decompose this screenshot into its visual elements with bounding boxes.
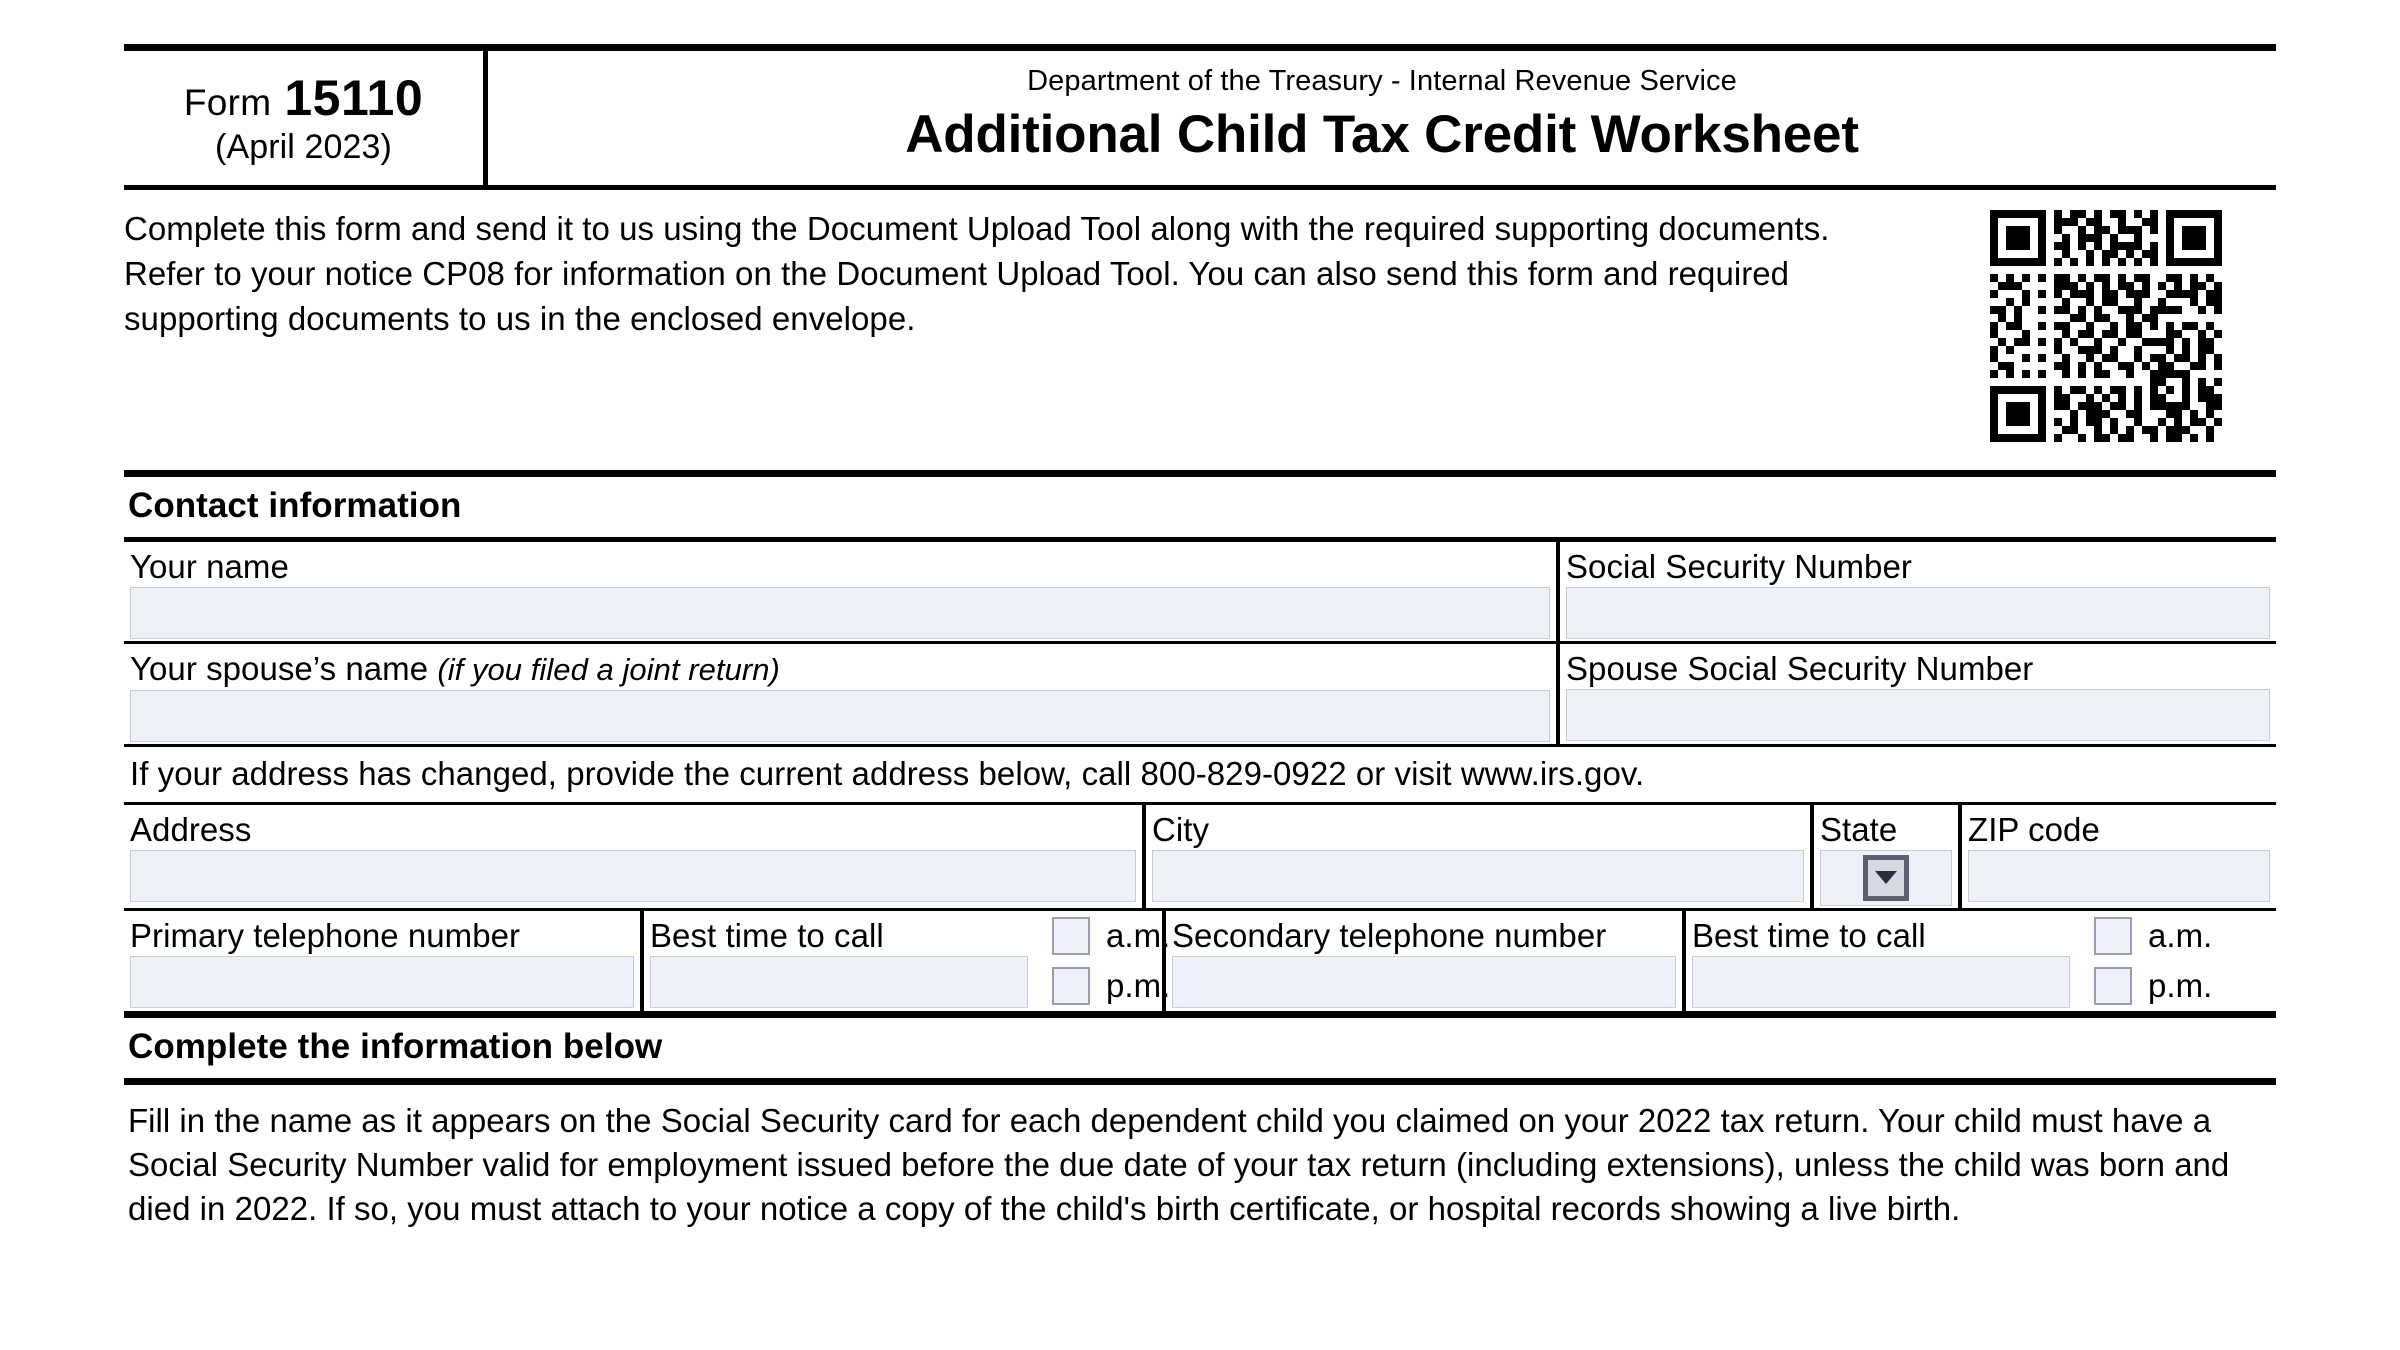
secondary-ampm-group [2076, 911, 2276, 1011]
page-title: Additional Child Tax Credit Worksheet [905, 105, 1859, 164]
primary-am-row [1052, 917, 1171, 955]
telephone-row-rule [124, 1011, 2276, 1018]
form-title-block [488, 51, 2276, 185]
secondary-am-row [2094, 917, 2276, 955]
secondary-best-time-cell [1686, 911, 2076, 1011]
state-select[interactable] [1820, 850, 1952, 906]
complete-section-body: Fill in the name as it appears on the Social Security card for each dependent child you claimed on your 2022 tax return. Your child must have a Social Security Number valid for employment issued before the due date of your tax return (including extensions), unless the child was born and died in 2022. If so, you must attach to your notice a copy of the child's birth certificate, or hospital records showing a live birth. [128, 1102, 2230, 1227]
primary-phone-input[interactable] [130, 956, 634, 1008]
secondary-pm-row [2094, 967, 2276, 1005]
secondary-phone-label: Secondary telephone number [1172, 917, 1607, 954]
contact-section-heading: Contact information [128, 486, 462, 525]
spouse-ssn-cell [1560, 644, 2276, 744]
address-change-notice: If your address has changed, provide the current address below, call 800-829-0922 or visit www.irs.gov. [130, 755, 1645, 792]
telephone-row [124, 911, 2276, 1011]
secondary-pm-checkbox[interactable] [2094, 967, 2132, 1005]
top-rule [124, 44, 2276, 51]
primary-am-checkbox[interactable] [1052, 917, 1090, 955]
state-label: State [1820, 811, 1898, 848]
primary-pm-checkbox[interactable] [1052, 967, 1090, 1005]
spouse-name-label [124, 644, 1556, 688]
ssn-cell [1560, 542, 2276, 641]
spouse-name-label-text: Your spouse’s name [130, 650, 429, 687]
spouse-ssn-input[interactable] [1566, 689, 2270, 741]
state-cell [1814, 805, 1962, 908]
zip-input[interactable] [1968, 850, 2270, 902]
address-label: Address [130, 811, 252, 848]
ssn-input[interactable] [1566, 587, 2270, 639]
form-number-line [184, 69, 423, 127]
primary-phone-cell [124, 911, 644, 1011]
secondary-pm-label: p.m. [2148, 967, 2213, 1004]
secondary-am-checkbox[interactable] [2094, 917, 2132, 955]
name-row [124, 542, 2276, 641]
primary-best-time-label: Best time to call [650, 917, 884, 954]
spouse-name-note: (if you filed a joint return) [437, 652, 780, 687]
address-input[interactable] [130, 850, 1136, 902]
complete-heading-rule [124, 1078, 2276, 1085]
secondary-phone-cell [1166, 911, 1686, 1011]
form-word-label: Form [183, 82, 272, 123]
secondary-best-time-input[interactable] [1692, 956, 2070, 1008]
intro-text: Complete this form and send it to us using the Document Upload Tool along with the required supporting documents. Refer to your notice CP08 for information on the Document Upload Tool. You can also send this form and required supporting documents to us in the enclosed envelope. [124, 210, 1830, 337]
complete-section-heading: Complete the information below [128, 1027, 663, 1066]
form-revision-date: (April 2023) [215, 128, 392, 166]
spouse-name-input[interactable] [130, 690, 1550, 742]
qr-code-icon [1990, 210, 2222, 442]
form-body [124, 44, 2276, 1231]
city-label: City [1152, 811, 1210, 848]
primary-ampm-group [1034, 911, 1171, 1011]
form-identity-block [124, 51, 488, 185]
spouse-name-cell [124, 644, 1560, 744]
primary-best-time-input[interactable] [650, 956, 1028, 1008]
secondary-best-time-label: Best time to call [1692, 917, 1926, 954]
city-cell [1146, 805, 1814, 908]
spouse-row [124, 644, 2276, 744]
intro-section [124, 190, 2276, 470]
your-name-input[interactable] [130, 587, 1550, 639]
agency-line: Department of the Treasury - Internal Revenue Service [1027, 65, 1737, 97]
your-name-label: Your name [130, 548, 289, 585]
primary-best-time-cell [644, 911, 1034, 1011]
secondary-phone-input[interactable] [1172, 956, 1676, 1008]
spouse-ssn-label: Spouse Social Security Number [1566, 650, 2034, 687]
address-row [124, 805, 2276, 908]
chevron-down-icon[interactable] [1863, 855, 1909, 901]
primary-am-label: a.m. [1106, 917, 1171, 954]
form-number: 15110 [284, 70, 424, 126]
primary-phone-label: Primary telephone number [130, 917, 521, 954]
form-header [124, 51, 2276, 185]
primary-pm-label: p.m. [1106, 967, 1171, 1004]
zip-cell [1962, 805, 2276, 908]
secondary-am-label: a.m. [2148, 917, 2213, 954]
zip-label: ZIP code [1968, 811, 2100, 848]
your-name-cell [124, 542, 1560, 641]
city-input[interactable] [1152, 850, 1804, 902]
address-cell [124, 805, 1146, 908]
ssn-label: Social Security Number [1566, 548, 1912, 585]
primary-pm-row [1052, 967, 1171, 1005]
intro-bottom-rule [124, 470, 2276, 477]
